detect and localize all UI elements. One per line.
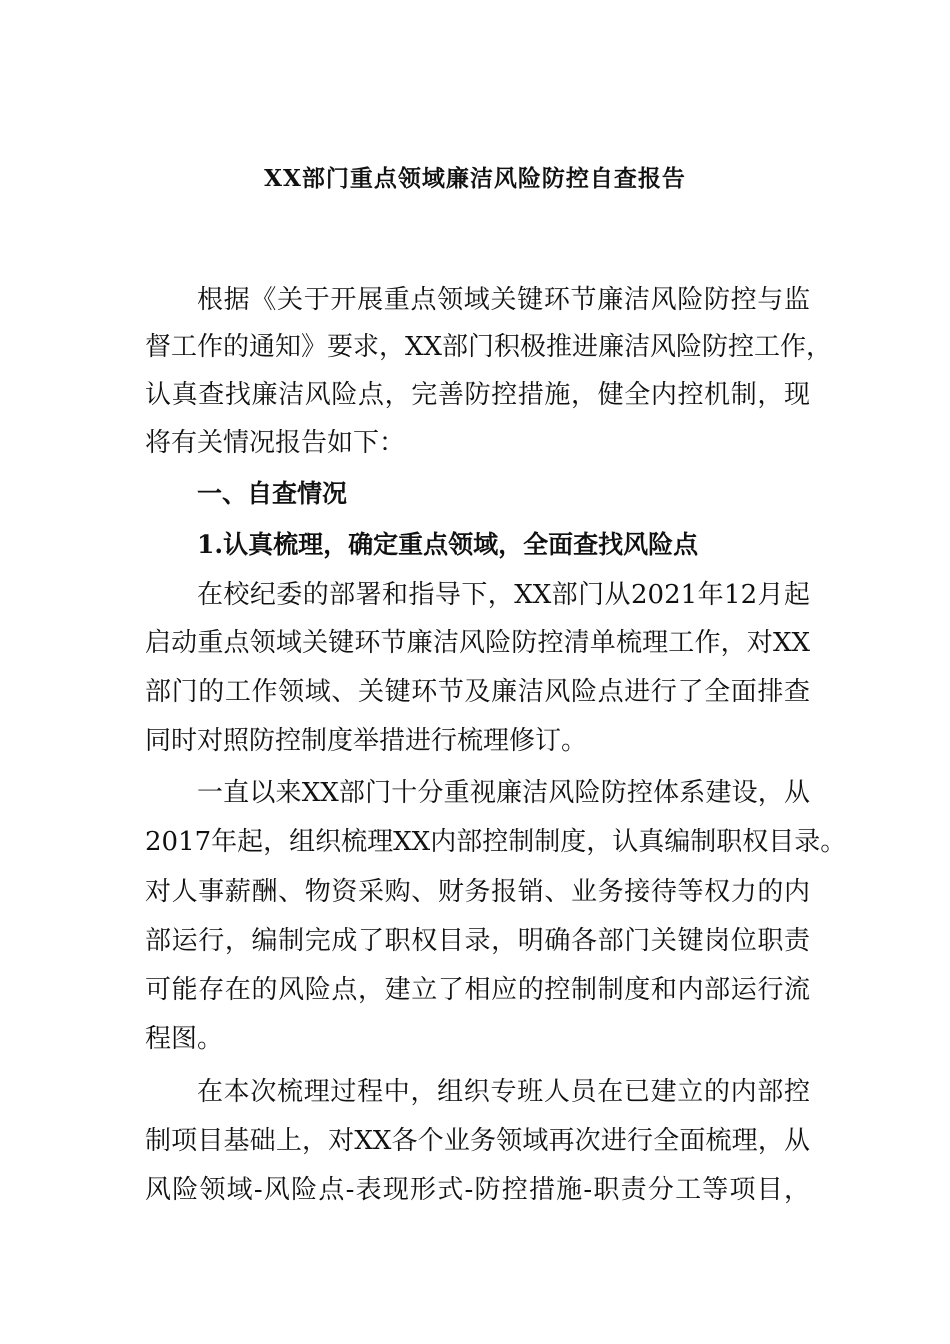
- section-heading-self-check: 一、自查情况: [197, 479, 348, 508]
- para1-line-3: 部门的工作领域、关键环节及廉洁风险点进行了全面排查: [145, 677, 810, 707]
- intro-line-4: 将有关情况报告如下：: [145, 428, 406, 458]
- intro-line-3: 认真查找廉洁风险点，完善防控措施，健全内控机制，现: [145, 380, 810, 410]
- para1-line-4: 同时对照防控制度举措进行梳理修订。: [145, 726, 588, 756]
- para2-line-4: 部运行，编制完成了职权目录，明确各部门关键岗位职责: [145, 926, 810, 956]
- para3-line-3: 风险领域-风险点-表现形式-防控措施-职责分工等项目，: [145, 1175, 810, 1205]
- para2-line-6: 程图。: [145, 1024, 224, 1054]
- document-title: XX部门重点领域廉洁风险防控自查报告: [264, 165, 686, 192]
- para2-line-2: 2017年起，组织梳理XX内部控制制度，认真编制职权目录。: [145, 827, 847, 857]
- para3-line-2: 制项目基础上，对XX各个业务领域再次进行全面梳理，从: [145, 1126, 810, 1156]
- intro-line-2: 督工作的通知》要求，XX部门积极推进廉洁风险防控工作，: [145, 332, 833, 362]
- para3-line-1: 在本次梳理过程中，组织专班人员在已建立的内部控: [197, 1077, 810, 1107]
- para2-line-3: 对人事薪酬、物资采购、财务报销、业务接待等权力的内: [145, 877, 810, 907]
- para1-line-2: 启动重点领域关键环节廉洁风险防控清单梳理工作，对XX: [145, 628, 810, 658]
- intro-line-1: 根据《关于开展重点领域关键环节廉洁风险防控与监: [197, 285, 810, 315]
- subsection-heading-1: 1.认真梳理，确定重点领域，全面查找风险点: [197, 530, 699, 559]
- para2-line-5: 可能存在的风险点，建立了相应的控制制度和内部运行流: [145, 975, 810, 1005]
- para1-line-1: 在校纪委的部署和指导下，XX部门从2021年12月起: [197, 580, 810, 610]
- para2-line-1: 一直以来XX部门十分重视廉洁风险防控体系建设，从: [197, 778, 810, 808]
